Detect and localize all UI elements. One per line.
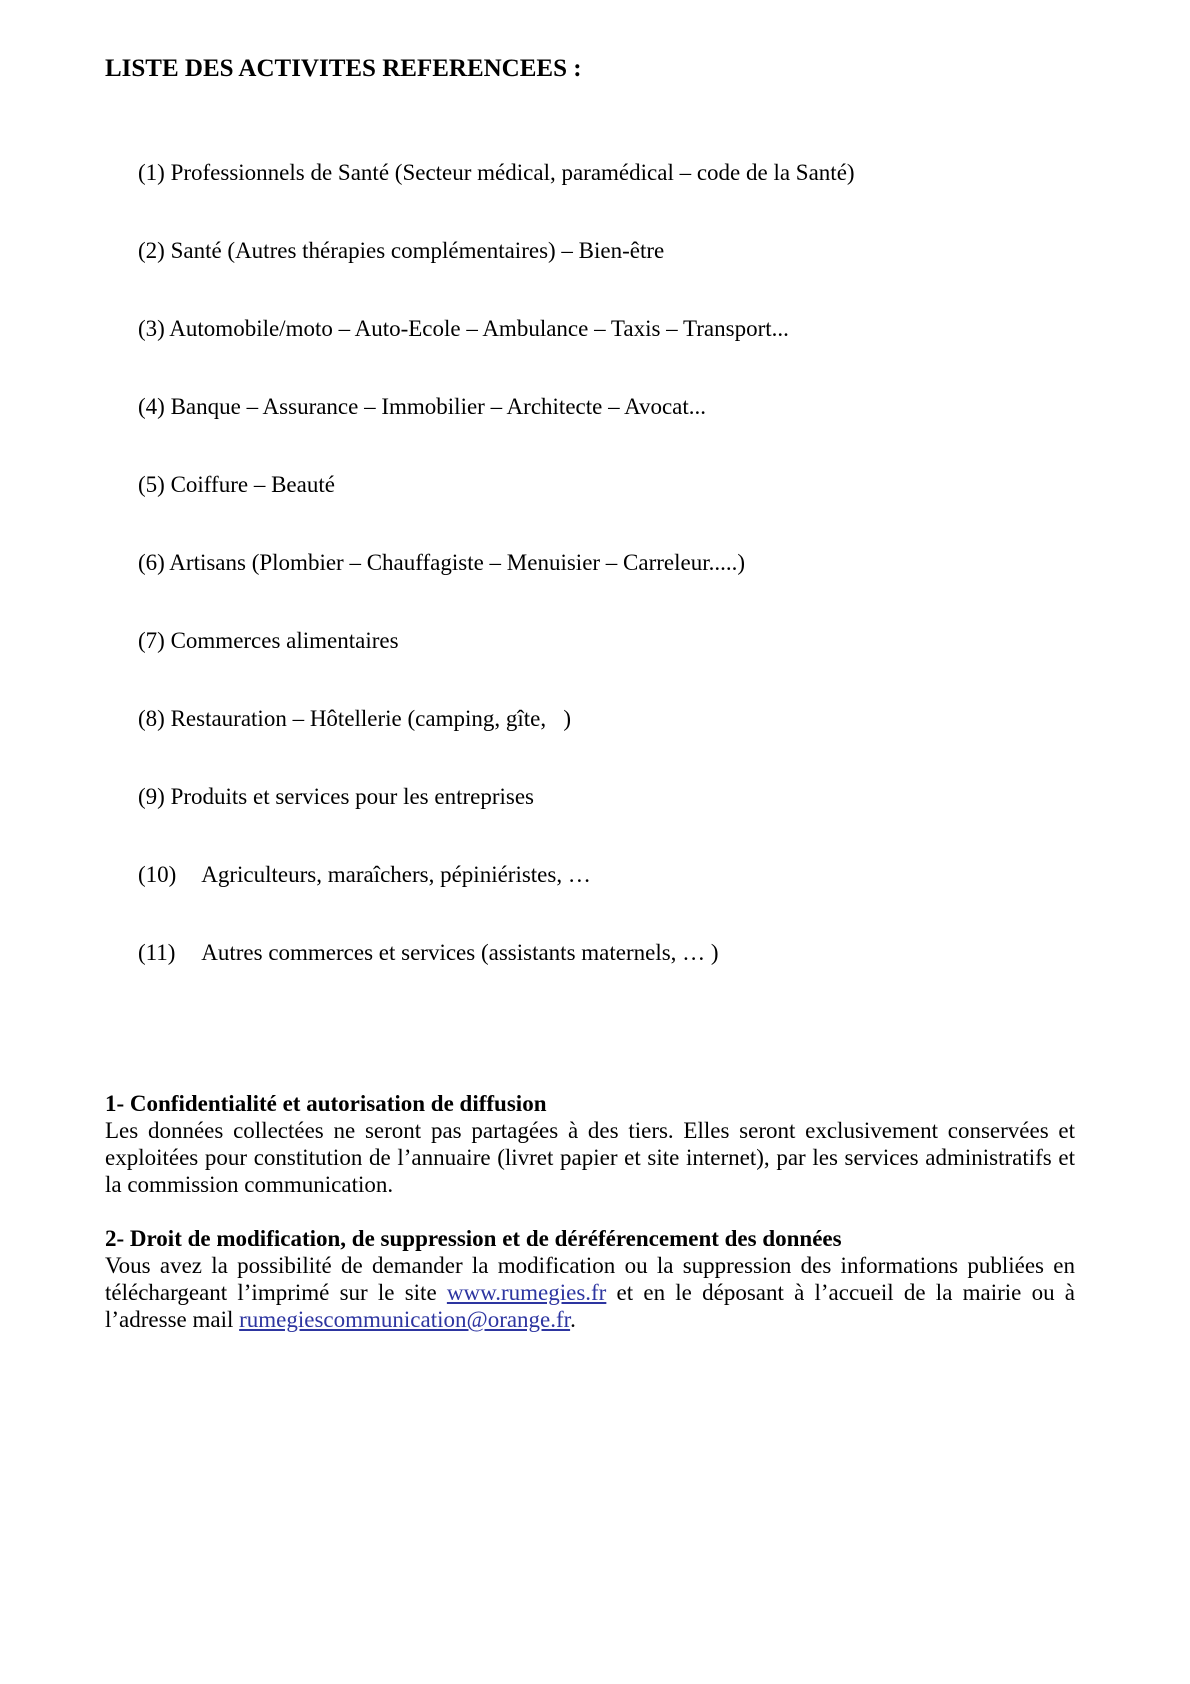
activity-item-11: (11) Autres commerces et services (assistants maternels, … ) bbox=[138, 940, 719, 965]
document-title: LISTE DES ACTIVITES REFERENCEES : bbox=[105, 55, 582, 82]
activities-list bbox=[138, 108, 1075, 1018]
website-link[interactable]: www.rumegies.fr bbox=[446, 1280, 607, 1305]
section-2-body bbox=[105, 1252, 1075, 1333]
activity-item-8: (8) Restauration – Hôtellerie (camping, gîte, ) bbox=[138, 706, 572, 731]
activity-item-9: (9) Produits et services pour les entreprises bbox=[138, 784, 535, 809]
activity-item-4: (4) Banque – Assurance – Immobilier – Architecte – Avocat... bbox=[138, 394, 707, 419]
section-1-heading: 1- Confidentialité et autorisation de diffusion bbox=[105, 1091, 547, 1116]
activity-item-3: (3) Automobile/moto – Auto-Ecole – Ambulance – Taxis – Transport... bbox=[138, 316, 789, 341]
activity-item-1: (1) Professionnels de Santé (Secteur médical, paramédical – code de la Santé) bbox=[138, 160, 855, 185]
activity-item-7: (7) Commerces alimentaires bbox=[138, 628, 399, 653]
activity-item-2: (2) Santé (Autres thérapies complémentaires) – Bien-être bbox=[138, 238, 665, 263]
section-2-text-after-email-link: . bbox=[570, 1307, 576, 1332]
section-2-text-between-links: et en le déposant à l’accueil de la mairie ou à l’adresse mail bbox=[105, 1280, 1075, 1332]
section-1-body: Les données collectées ne seront pas partagées à des tiers. Elles seront exclusivement conservées et exploitées pour constitution de l’annuaire (livret papier et site internet), par les services administratifs et la commission communication. bbox=[105, 1118, 1075, 1197]
email-link[interactable]: rumegiescommunication@orange.fr bbox=[239, 1307, 571, 1332]
activity-item-5: (5) Coiffure – Beauté bbox=[138, 472, 335, 497]
activity-item-10: (10) Agriculteurs, maraîchers, pépiniéristes, … bbox=[138, 862, 591, 887]
section-2-text-before-website-link: Vous avez la possibilité de demander la modification ou la suppression des informations publiées en téléchargeant l’imprimé sur le site bbox=[105, 1253, 1075, 1305]
section-2-heading: 2- Droit de modification, de suppression et de déréférencement des données bbox=[105, 1226, 842, 1251]
activity-item-6: (6) Artisans (Plombier – Chauffagiste – Menuisier – Carreleur.....) bbox=[138, 550, 746, 575]
